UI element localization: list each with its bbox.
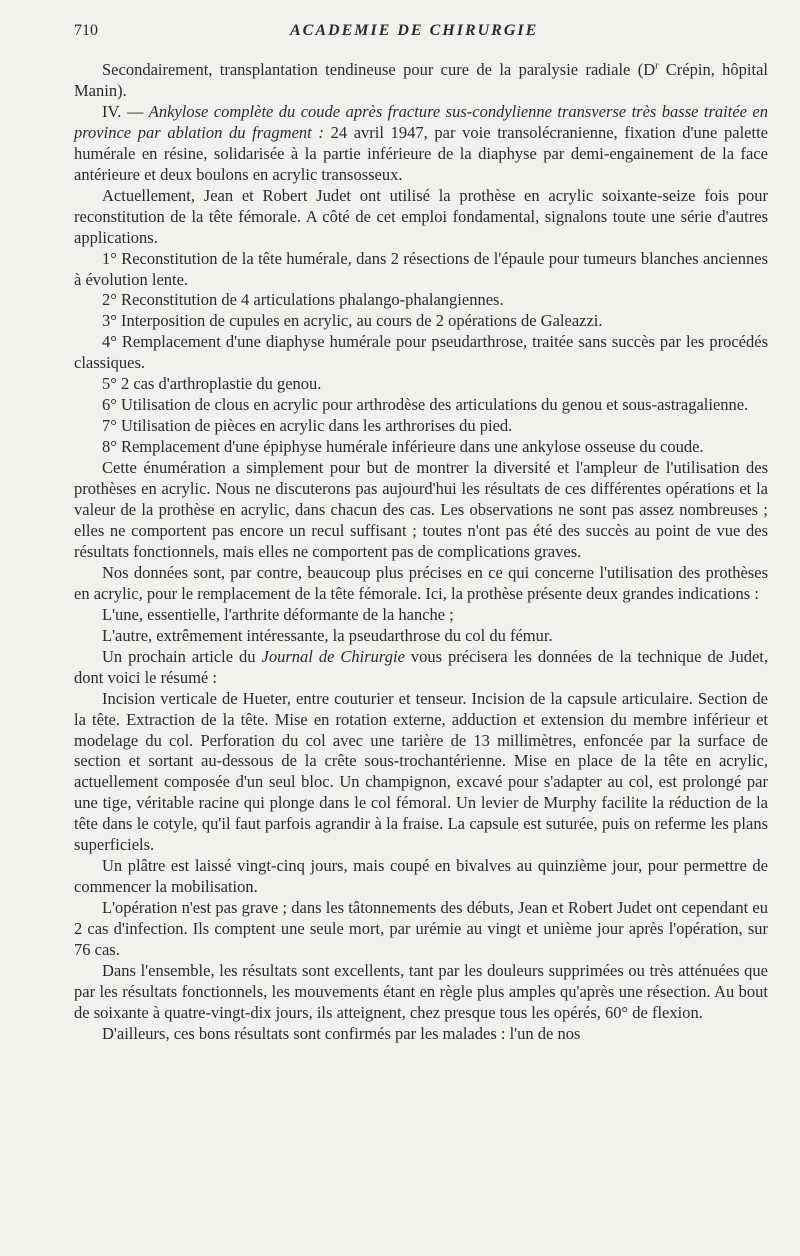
list-item: 6° Utilisation de clous en acrylic pour arthrodèse des articulations du genou et sous-astragalienne. xyxy=(102,395,749,415)
list-item: 5° 2 cas d'arthroplastie du genou. xyxy=(102,374,322,394)
journal-title: Journal de Chirurgie xyxy=(261,646,405,666)
paragraph: L'autre, extrêmement intéressante, la pseudarthrose du col du fémur. xyxy=(102,625,553,645)
text-span: Crépin, hôpital Manin). xyxy=(74,60,769,100)
running-title: ACADEMIE DE CHIRURGIE xyxy=(290,22,539,39)
paragraph: Incision verticale de Hueter, entre couturier et tenseur. Incision de la capsule articulaire. Section de la tête. Extraction de la tête. Mise en rotation externe, adduction et extension du membre inférieur et modelage du col. Perforation du col avec une tarière de 13 millimètres, enfoncée par la surface de section et sortant au-dessous de la crête sous-trochantérienne. Mise en place de la tête en acrylic, actuellement composée d'un seul bloc. Un champignon, excavé pour s'adapter au col, est prolongé par une tige, véritable racine qui plonge dans le col fémoral. Un levier de Murphy facilite la réduction de la tête dans le cotyle, qu'il faut parfois agrandir à la fraise. La capsule est suturée, puis on referme les plans superficiels. xyxy=(74,688,768,855)
list-item: 2° Reconstitution de 4 articulations phalango-phalangiennes. xyxy=(102,290,504,310)
text-span: Un prochain article du xyxy=(102,646,262,666)
list-item: 3° Interposition de cupules en acrylic, au cours de 2 opérations de Galeazzi. xyxy=(102,311,603,331)
paragraph: Nos données sont, par contre, beaucoup plus précises en ce qui concerne l'utilisation des prothèses en acrylic, pour le remplacement de la tête fémorale. Ici, la prothèse présente deux grandes indications : xyxy=(74,562,768,603)
paragraph xyxy=(74,60,768,102)
list-item: 7° Utilisation de pièces en acrylic dans les arthrorises du pied. xyxy=(102,416,513,436)
paragraph: Actuellement, Jean et Robert Judet ont utilisé la prothèse en acrylic soixante-seize fois pour reconstitution de la tête fémorale. A côté de cet emploi fondamental, signalons toute une série d'autres applications. xyxy=(74,185,768,247)
list-item: 1° Reconstitution de la tête humérale, dans 2 résections de l'épaule pour tumeurs blanches anciennes à évolution lente. xyxy=(74,248,768,289)
list-item: 4° Remplacement d'une diaphyse humérale pour pseudarthrose, traitée sans succès par les procédés classiques. xyxy=(74,332,768,373)
paragraph: Un plâtre est laissé vingt-cinq jours, mais coupé en bivalves au quinzième jour, pour permettre de commencer la mobilisation. xyxy=(74,856,768,897)
body-text xyxy=(74,60,768,1045)
paragraph: L'opération n'est pas grave ; dans les tâtonnements des débuts, Jean et Robert Judet ont cependant eu 2 cas d'infection. Ils comptent une seule mort, par urémie au vingt et unième jour après l'opération, sur 76 cas. xyxy=(74,898,768,960)
page-header xyxy=(74,22,768,46)
text-span: Secondairement, transplantation tendineuse pour cure de la paralysie radiale (D xyxy=(102,60,656,79)
text-span: IV. — xyxy=(102,101,149,121)
text-span: 24 avril 1947, par voie transolécranienne, fixation d'une palette humérale en résine, solidarisée à la partie inférieure de la diaphyse par demi-engainement de la face antérieure et deux boulons en acrylic transosseux. xyxy=(74,122,768,184)
paragraph xyxy=(74,647,768,689)
paragraph: Cette énumération a simplement pour but de montrer la diversité et l'ampleur de l'utilisation des prothèses en acrylic. Nous ne discuterons pas aujourd'hui les résultats de ces différentes opérations et la valeur de la prothèse en acrylic, dans chacun des cas. Les observations ne sont pas assez nombreuses ; elles ne comportent pas encore un recul suffisant ; toutes n'ont pas été des succès au point de vue des résultats fonctionnels, mais elles ne comportent pas de complications graves. xyxy=(74,458,768,561)
list-item: 8° Remplacement d'une épiphyse humérale inférieure dans une ankylose osseuse du coude. xyxy=(102,437,704,457)
paragraph: D'ailleurs, ces bons résultats sont confirmés par les malades : l'un de nos xyxy=(102,1023,581,1043)
text-span: vous précisera les données de la technique de Judet, dont voici le résumé : xyxy=(74,646,769,687)
paragraph: Dans l'ensemble, les résultats sont excellents, tant par les douleurs supprimées ou très atténuées que par les résultats fonctionnels, les mouvements étant en règle plus amples qu'après une résection. Au bout de soixante à quatre-vingt-dix jours, ils atteignent, chez presque tous les opérés, 60° de flexion. xyxy=(74,960,768,1022)
page-number: 710 xyxy=(74,22,98,39)
paragraph: L'une, essentielle, l'arthrite déformante de la hanche ; xyxy=(102,604,454,624)
italic-heading: Ankylose complète du coude après fracture sus-condylienne transverse très basse traitée en province par ablation du fragment : xyxy=(74,101,768,142)
paragraph-section-iv xyxy=(74,102,768,186)
superscript: r xyxy=(655,60,659,72)
